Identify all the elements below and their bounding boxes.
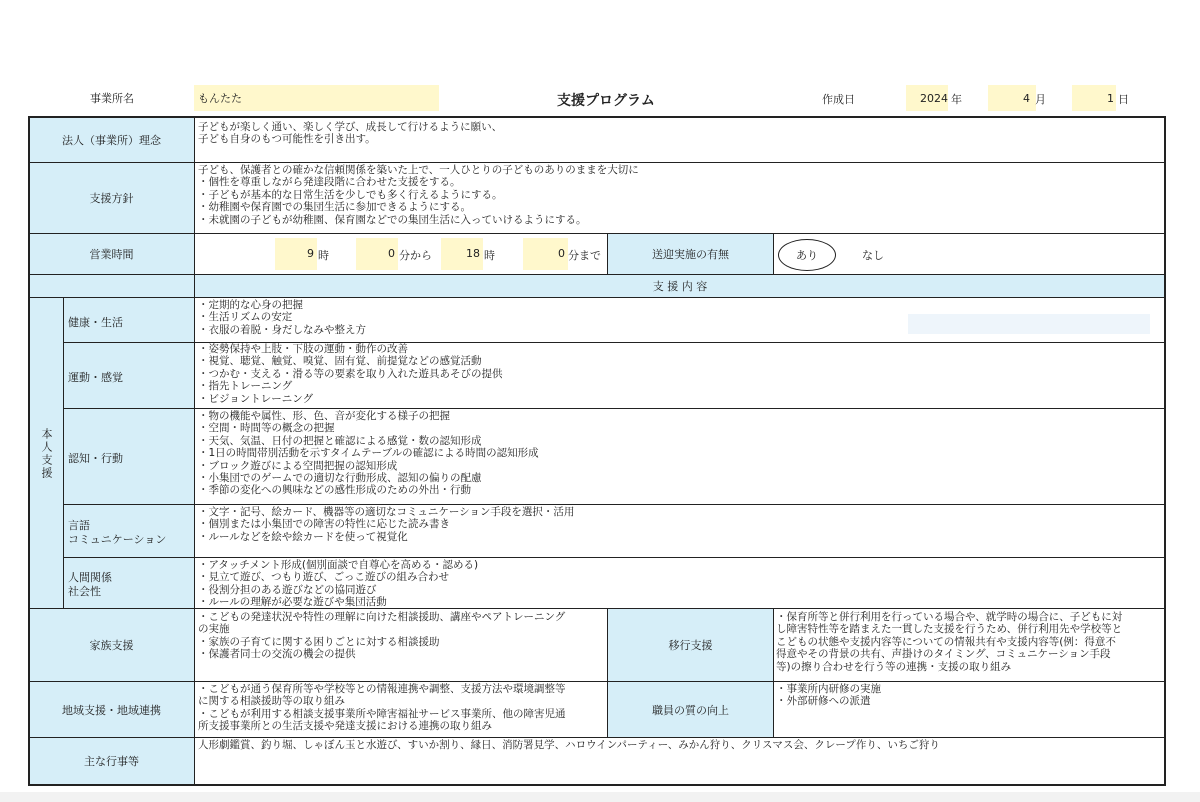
cognition-text: ・物の機能や属性、形、色、音が変化する様子の把握 ・空間・時間等の概念の把握 ・天気、気温、日付の把握と確認による感覚・数の認知形成 ・1日の時間帯別活動を示すタイムテーブルの確認による時間の認知形成 ・ブロック遊びによる空間把握の認知形成 ・小集団でのゲームでの適切な行動形成、認知の偏りの配慮 ・季節の変化への興味などの感性形成のための外出・行動 — [198, 410, 539, 497]
year-value: 2024 — [920, 92, 948, 105]
end-hour-unit: 時 — [484, 249, 495, 262]
hline-9 — [28, 608, 1166, 609]
policy-text: 子ども、保護者との確かな信頼関係を築いた上で、一人ひとりの子どものありのままを大切に ・個性を尊重しながら発達段階に合わせた支援をする。 ・子どもが基本的な日常生活を少しでも多く行えるようにする。 ・幼稚園や保育園での集団生活に参加できるようにする。 ・未就園の子どもが幼稚園、保育園などでの集団生活に入っていけるようにする。 — [198, 164, 639, 226]
bottom-scroll-strip — [0, 792, 1200, 802]
philosophy-label: 法人（事業所）理念 — [29, 117, 194, 162]
transition-text: ・保育所等と併行利用を行っている場合や、就学時の場合に、子どもに対 し障害特性等を踏まえた一貫した支援を行うため、併行利用先や学校等と こどもの状態や支援内容等についての情報共有や支援内容等(例：得意不 得意やその背景の共有、声掛けのタイミング、コミュニケーション手段 等)の擦り合わせを行う等の連携・支援の取り組み — [776, 611, 1123, 673]
month-unit: 月 — [1035, 93, 1046, 106]
hline-2 — [28, 233, 1166, 234]
community-text: ・こどもが通う保育所等や学校等との情報連携や調整、支援方法や環境調整等 に関する相談援助等の取り組み ・こどもが利用する相談支援事業所や障害福祉サービス事業所、他の障害児通 所支援事業所との生活支援や発達支援における連携の取り組み — [198, 683, 566, 733]
hline-1 — [28, 162, 1166, 163]
self-support-label: 本人支援 — [40, 428, 53, 480]
start-hour-unit: 時 — [318, 249, 329, 262]
self-support-row-label-4: 言語 コミュニケーション — [64, 505, 194, 557]
staff-text: ・事業所内研修の実施 ・外部研修への派遣 — [776, 683, 881, 708]
page-title: 支援プログラム — [557, 93, 655, 109]
year-field[interactable] — [906, 85, 948, 111]
self-support-row-label-1: 健康・生活 — [64, 298, 194, 342]
content-header: 支 援 内 容 — [195, 275, 1165, 297]
motor-text: ・姿勢保持や上肢・下肢の運動・動作の改善 ・視覚、聴覚、触覚、嗅覚、固有覚、前提覚などの感覚活動 ・つかむ・支える・滑る等の要素を取り入れた遊具あそびの提供 ・指先トレーニング ・ビジョントレーニング — [198, 343, 503, 405]
hline-4 — [28, 297, 1166, 298]
transport-no-option[interactable]: なし — [862, 249, 884, 262]
hline-3 — [28, 274, 1166, 275]
hline-5 — [63, 342, 1166, 343]
language-text: ・文字・記号、絵カード、機器等の適切なコミュニケーション手段を選択・活用 ・個別または小集団での障害の特性に応じた読み書き ・ルールなどを絵や絵カードを使って視覚化 — [198, 506, 575, 543]
hours-label: 営業時間 — [29, 234, 194, 274]
border-left — [28, 116, 30, 786]
policy-label: 支援方針 — [29, 163, 194, 233]
community-label: 地域支援・地域連携 — [29, 682, 194, 737]
year-unit: 年 — [951, 93, 962, 106]
end-minute-field[interactable]: 0 — [523, 238, 568, 270]
self-support-row-label-2: 運動・感覚 — [64, 343, 194, 408]
program-sheet — [8, 0, 1192, 802]
divider-hours-right — [773, 233, 774, 275]
divider-bottom-right — [773, 608, 774, 738]
office-name: もんたた — [198, 92, 242, 105]
border-right — [1164, 116, 1166, 786]
start-minute-field[interactable]: 0 — [356, 238, 398, 270]
hline-6 — [63, 408, 1166, 409]
hline-7 — [63, 504, 1166, 505]
end-minute-unit: 分まで — [568, 249, 601, 262]
day-unit: 日 — [1118, 93, 1129, 106]
self-support-row-label-5: 人間関係 社会性 — [64, 558, 194, 608]
divider-self-support — [63, 297, 64, 609]
transport-yes-option[interactable]: あり — [778, 239, 836, 271]
staff-label: 職員の質の向上 — [608, 682, 773, 737]
self-support-label-cell — [29, 298, 63, 608]
family-label: 家族支援 — [29, 609, 194, 681]
philosophy-text: 子どもが楽しく通い、楽しく学び、成長して行けるように願い、 子ども自身のもつ可能性を引き出す。 — [198, 121, 503, 146]
self-support-row-label-3: 認知・行動 — [64, 409, 194, 504]
health-text: ・定期的な心身の把握 ・生活リズムの安定 ・衣服の着脱・身だしなみや整え方 — [198, 299, 366, 336]
hline-8 — [63, 557, 1166, 558]
month-value: 4 — [1023, 92, 1030, 105]
family-text: ・こどもの発達状況や特性の理解に向けた相談援助、講座やペアトレーニング の実施 ・家族の子育てに関する困りごとに対する相談援助 ・保護者同士の交流の機会の提供 — [198, 611, 566, 661]
divider-label-column — [194, 116, 195, 786]
day-value: 1 — [1107, 92, 1114, 105]
created-label: 作成日 — [822, 93, 855, 106]
events-text: 人形劇鑑賞、釣り堀、しゃぼん玉と水遊び、すいか割り、縁日、消防署見学、ハロウインパーティー、みかん狩り、クリスマス会、クレープ作り、いちご狩り — [198, 739, 940, 751]
border-top — [28, 116, 1166, 118]
transition-label: 移行支援 — [608, 609, 773, 681]
start-hour-field[interactable]: 9 — [275, 238, 317, 270]
office-name-field[interactable] — [194, 85, 439, 111]
content-header-left-blank — [29, 275, 194, 297]
hline-10 — [28, 681, 1166, 682]
events-label: 主な行事等 — [29, 738, 194, 784]
divider-bottom-left — [607, 608, 608, 738]
transport-label: 送迎実施の有無 — [608, 234, 773, 274]
border-bottom — [28, 784, 1166, 786]
start-minute-unit: 分から — [399, 249, 432, 262]
divider-hours-left — [607, 233, 608, 275]
social-text: ・アタッチメント形成(個別面談で自尊心を高める・認める) ・見立て遊び、つもり遊び、ごっこ遊びの組み合わせ ・役割分担のある遊びなどの協同遊び ・ルールの理解が必要な遊びや集団活動 — [198, 559, 479, 609]
end-hour-field[interactable]: 18 — [441, 238, 483, 270]
day-field[interactable] — [1072, 85, 1116, 111]
office-label: 事業所名 — [90, 92, 134, 105]
hline-11 — [28, 737, 1166, 738]
month-field[interactable] — [988, 85, 1036, 111]
